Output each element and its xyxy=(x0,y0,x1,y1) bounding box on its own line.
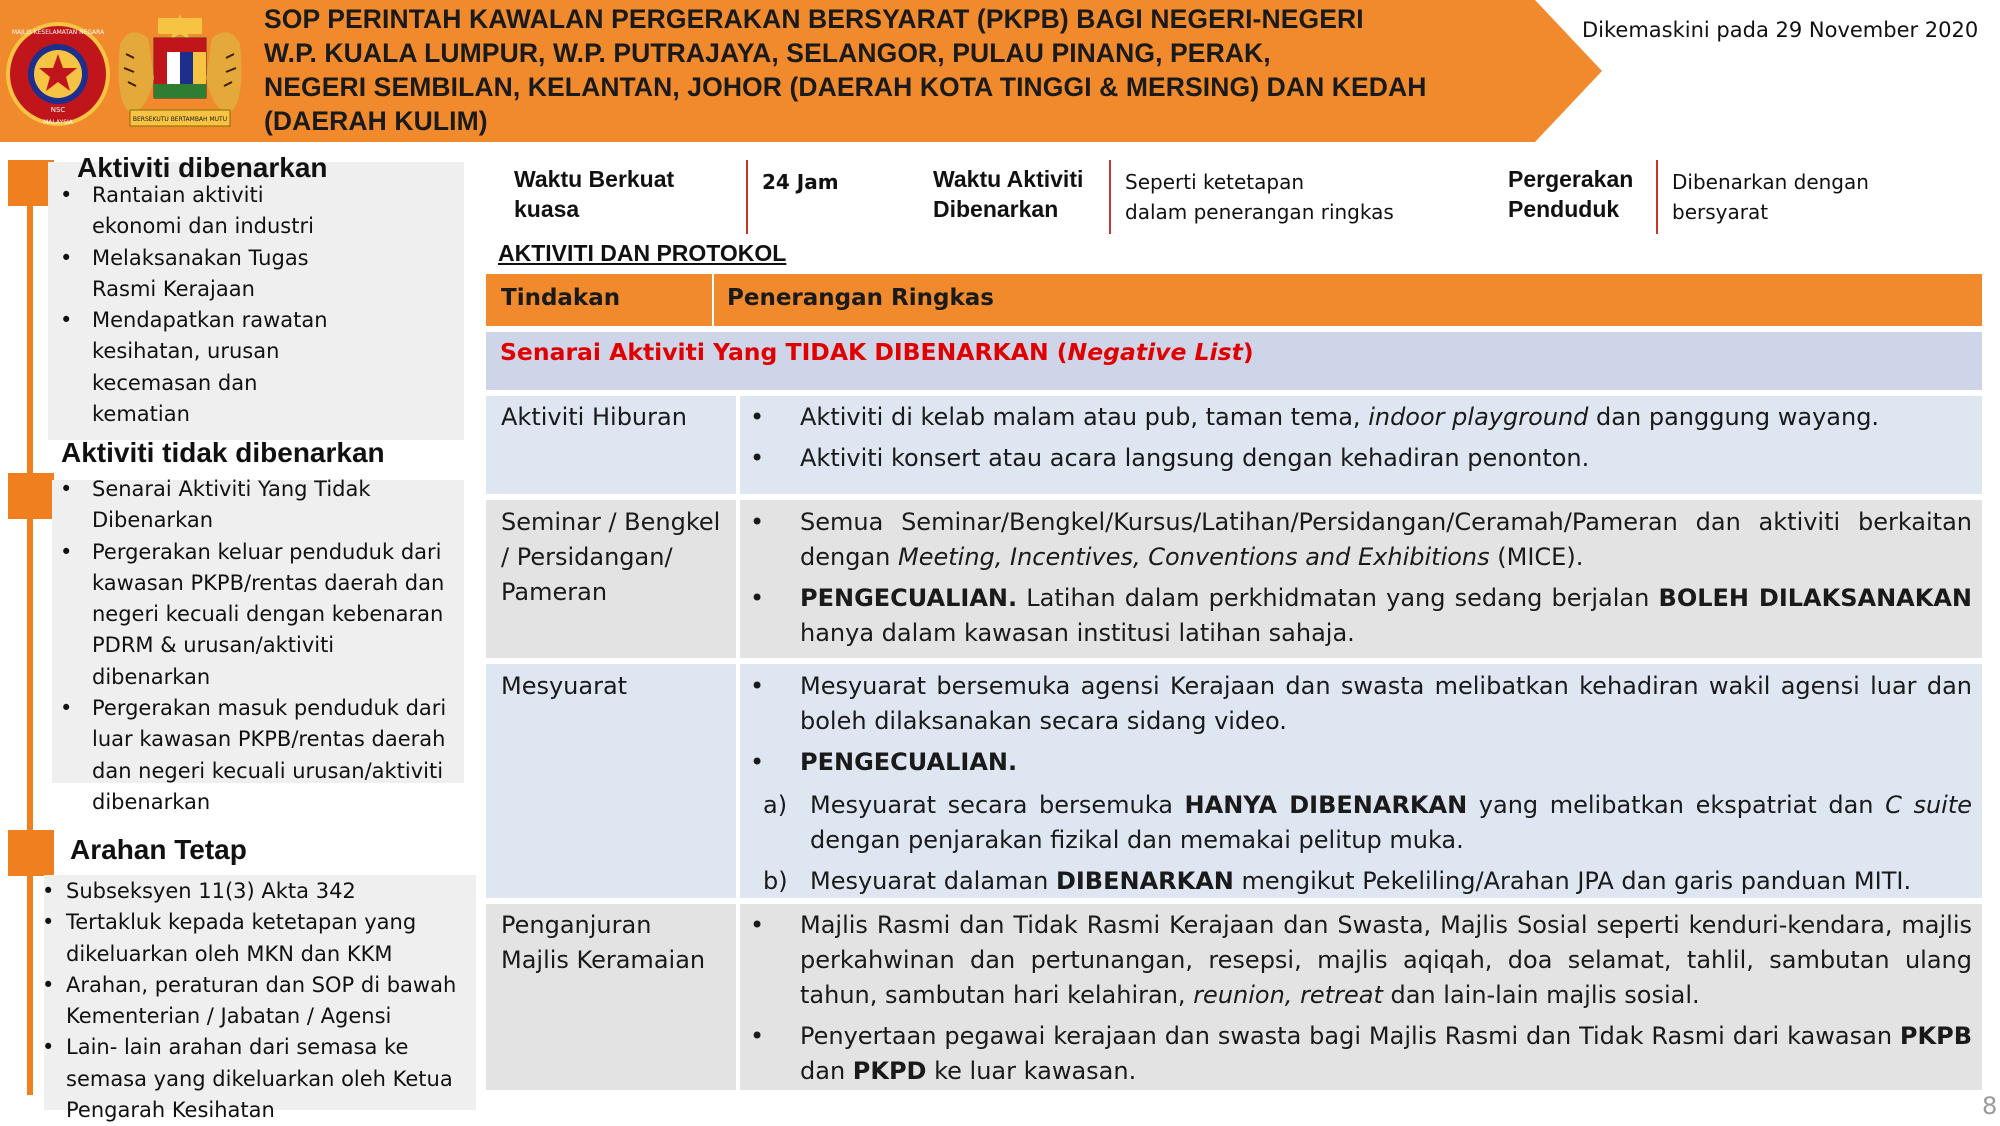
svg-text:MAJLIS KESELAMATAN NEGARA: MAJLIS KESELAMATAN NEGARA xyxy=(11,29,105,36)
hours-label: Waktu Berkuat kuasa xyxy=(514,166,675,222)
activity-time-label: Waktu Aktiviti Dibenarkan xyxy=(933,166,1084,222)
not-allowed-list xyxy=(58,474,468,818)
update-date: Dikemaskini pada 29 November 2020 xyxy=(1582,18,1979,42)
list-item: • Lain- lain arahan dari semasa ke semasa yang dikeluarkan oleh Ketua Pengarah Kesihatan xyxy=(40,1032,480,1126)
list-item: • Rantaian aktiviti ekonomi dan industri xyxy=(58,180,458,243)
allowed-heading: Aktiviti dibenarkan xyxy=(77,152,328,183)
category-label: Aktiviti Hiburan xyxy=(501,403,687,431)
list-item: • Mendapatkan rawatan kesihatan, urusan kecemasan dan kematian xyxy=(58,305,458,430)
negative-list-title: Senarai Aktiviti Yang TIDAK DIBENARKAN (Negative List) xyxy=(500,338,1254,366)
timeline-marker-not-allowed xyxy=(8,473,54,519)
list-item: • Arahan, peraturan dan SOP di bawah Kementerian / Jabatan / Agensi xyxy=(40,970,480,1033)
standing-list xyxy=(40,876,480,1126)
list-item: • Pergerakan masuk penduduk dari luar kawasan PKPB/rentas daerah dan negeri kecuali urusan/aktiviti dibenarkan xyxy=(58,693,468,818)
activity-time-value: Seperti ketetapan dalam penerangan ringkas xyxy=(1125,170,1394,224)
description-bullet: • Majlis Rasmi dan Tidak Rasmi Kerajaan dan Swasta, Majlis Sosial seperti kenduri-kendara, majlis perkahwinan dan pertunangan, resepsi, majlis aqiqah, doa selamat, tahlil, sambutan ulang tahun, sambutan hari kelahiran, reunion, retreat dan lain-lain majlis sosial. xyxy=(750,911,1972,1009)
list-item: • Senarai Aktiviti Yang Tidak Dibenarkan xyxy=(58,474,468,537)
info-separator xyxy=(746,160,748,234)
description-bullet: • Semua Seminar/Bengkel/Kursus/Latihan/Persidangan/Ceramah/Pameran dan aktiviti berkaitan dengan Meeting, Incentives, Conventions and Exhibitions (MICE). xyxy=(750,508,1972,571)
description-subitem: b) Mesyuarat dalaman DIBENARKAN mengikut Pekeliling/Arahan JPA dan garis panduan MITI. xyxy=(763,867,1912,895)
category-label: Penganjuran Majlis Keramaian xyxy=(501,911,706,974)
list-item: • Subseksyen 11(3) Akta 342 xyxy=(40,876,480,907)
description-bullet: • PENGECUALIAN. Latihan dalam perkhidmatan yang sedang berjalan BOLEH DILAKSANAKAN hanya dalam kawasan institusi latihan sahaja. xyxy=(750,584,1973,647)
hours-value: 24 Jam xyxy=(762,170,839,194)
description-subitem: a) Mesyuarat secara bersemuka HANYA DIBENARKAN yang melibatkan ekspatriat dan C suite dengan penjarakan fizikal dan memakai pelitup muka. xyxy=(763,791,1973,854)
category-label: Seminar / Bengkel / Persidangan/ Pameran xyxy=(501,508,721,606)
timeline-line xyxy=(27,170,33,1095)
section-title: AKTIVITI DAN PROTOKOL xyxy=(498,240,787,266)
title-line: SOP PERINTAH KAWALAN PERGERAKAN BERSYARAT (PKPB) BAGI NEGERI-NEGERI xyxy=(264,4,1364,34)
column-header-description: Penerangan Ringkas xyxy=(727,285,994,311)
page-title xyxy=(264,2,1464,138)
movement-value: Dibenarkan dengan bersyarat xyxy=(1672,170,1869,224)
list-item: • Tertakluk kepada ketetapan yang dikeluarkan oleh MKN dan KKM xyxy=(40,907,480,970)
title-line: NEGERI SEMBILAN, KELANTAN, JOHOR (DAERAH KOTA TINGGI & MERSING) DAN KEDAH xyxy=(264,72,1427,102)
table-header xyxy=(486,274,1982,326)
allowed-list xyxy=(58,180,458,430)
title-line: (DAERAH KULIM) xyxy=(264,106,488,136)
movement-label: Pergerakan Penduduk xyxy=(1508,166,1634,222)
title-line: W.P. KUALA LUMPUR, W.P. PUTRAJAYA, SELANGOR, PULAU PINANG, PERAK, xyxy=(264,38,1271,68)
info-separator xyxy=(1656,160,1658,234)
description-bullet: • Mesyuarat bersemuka agensi Kerajaan dan swasta melibatkan kehadiran wakil agensi luar dan boleh dilaksanakan secara sidang video. xyxy=(750,672,1972,735)
coat-of-arms-logo xyxy=(110,14,250,132)
description-bullet: • PENGECUALIAN. xyxy=(750,748,1018,776)
description-bullet: • Aktiviti konsert atau acara langsung dengan kehadiran penonton. xyxy=(750,444,1590,472)
description-bullet: • Aktiviti di kelab malam atau pub, taman tema, indoor playground dan panggung wayang. xyxy=(750,403,1880,431)
timeline-marker-standing xyxy=(8,830,54,876)
page-number: 8 xyxy=(1982,1092,1998,1120)
column-header-action: Tindakan xyxy=(501,285,621,311)
list-item: • Melaksanakan Tugas Rasmi Kerajaan xyxy=(58,243,458,306)
not-allowed-heading: Aktiviti tidak dibenarkan xyxy=(61,437,385,468)
standing-heading: Arahan Tetap xyxy=(70,834,247,865)
description-bullet: • Penyertaan pegawai kerajaan dan swasta bagi Majlis Rasmi dan Tidak Rasmi dari kawasan PKPB dan PKPD ke luar kawasan. xyxy=(750,1022,1972,1085)
svg-text:NSC: NSC xyxy=(50,106,66,114)
svg-text:MALAYSIA: MALAYSIA xyxy=(43,119,73,126)
info-separator xyxy=(1109,160,1111,234)
svg-text:BERSEKUTU BERTAMBAH MUTU: BERSEKUTU BERTAMBAH MUTU xyxy=(132,116,228,123)
nsc-logo xyxy=(4,20,112,128)
table-header-separator xyxy=(712,274,714,326)
category-label: Mesyuarat xyxy=(501,672,628,700)
list-item: • Pergerakan keluar penduduk dari kawasan PKPB/rentas daerah dan negeri kecuali dengan kebenaran PDRM & urusan/aktiviti dibenarkan xyxy=(58,537,468,693)
